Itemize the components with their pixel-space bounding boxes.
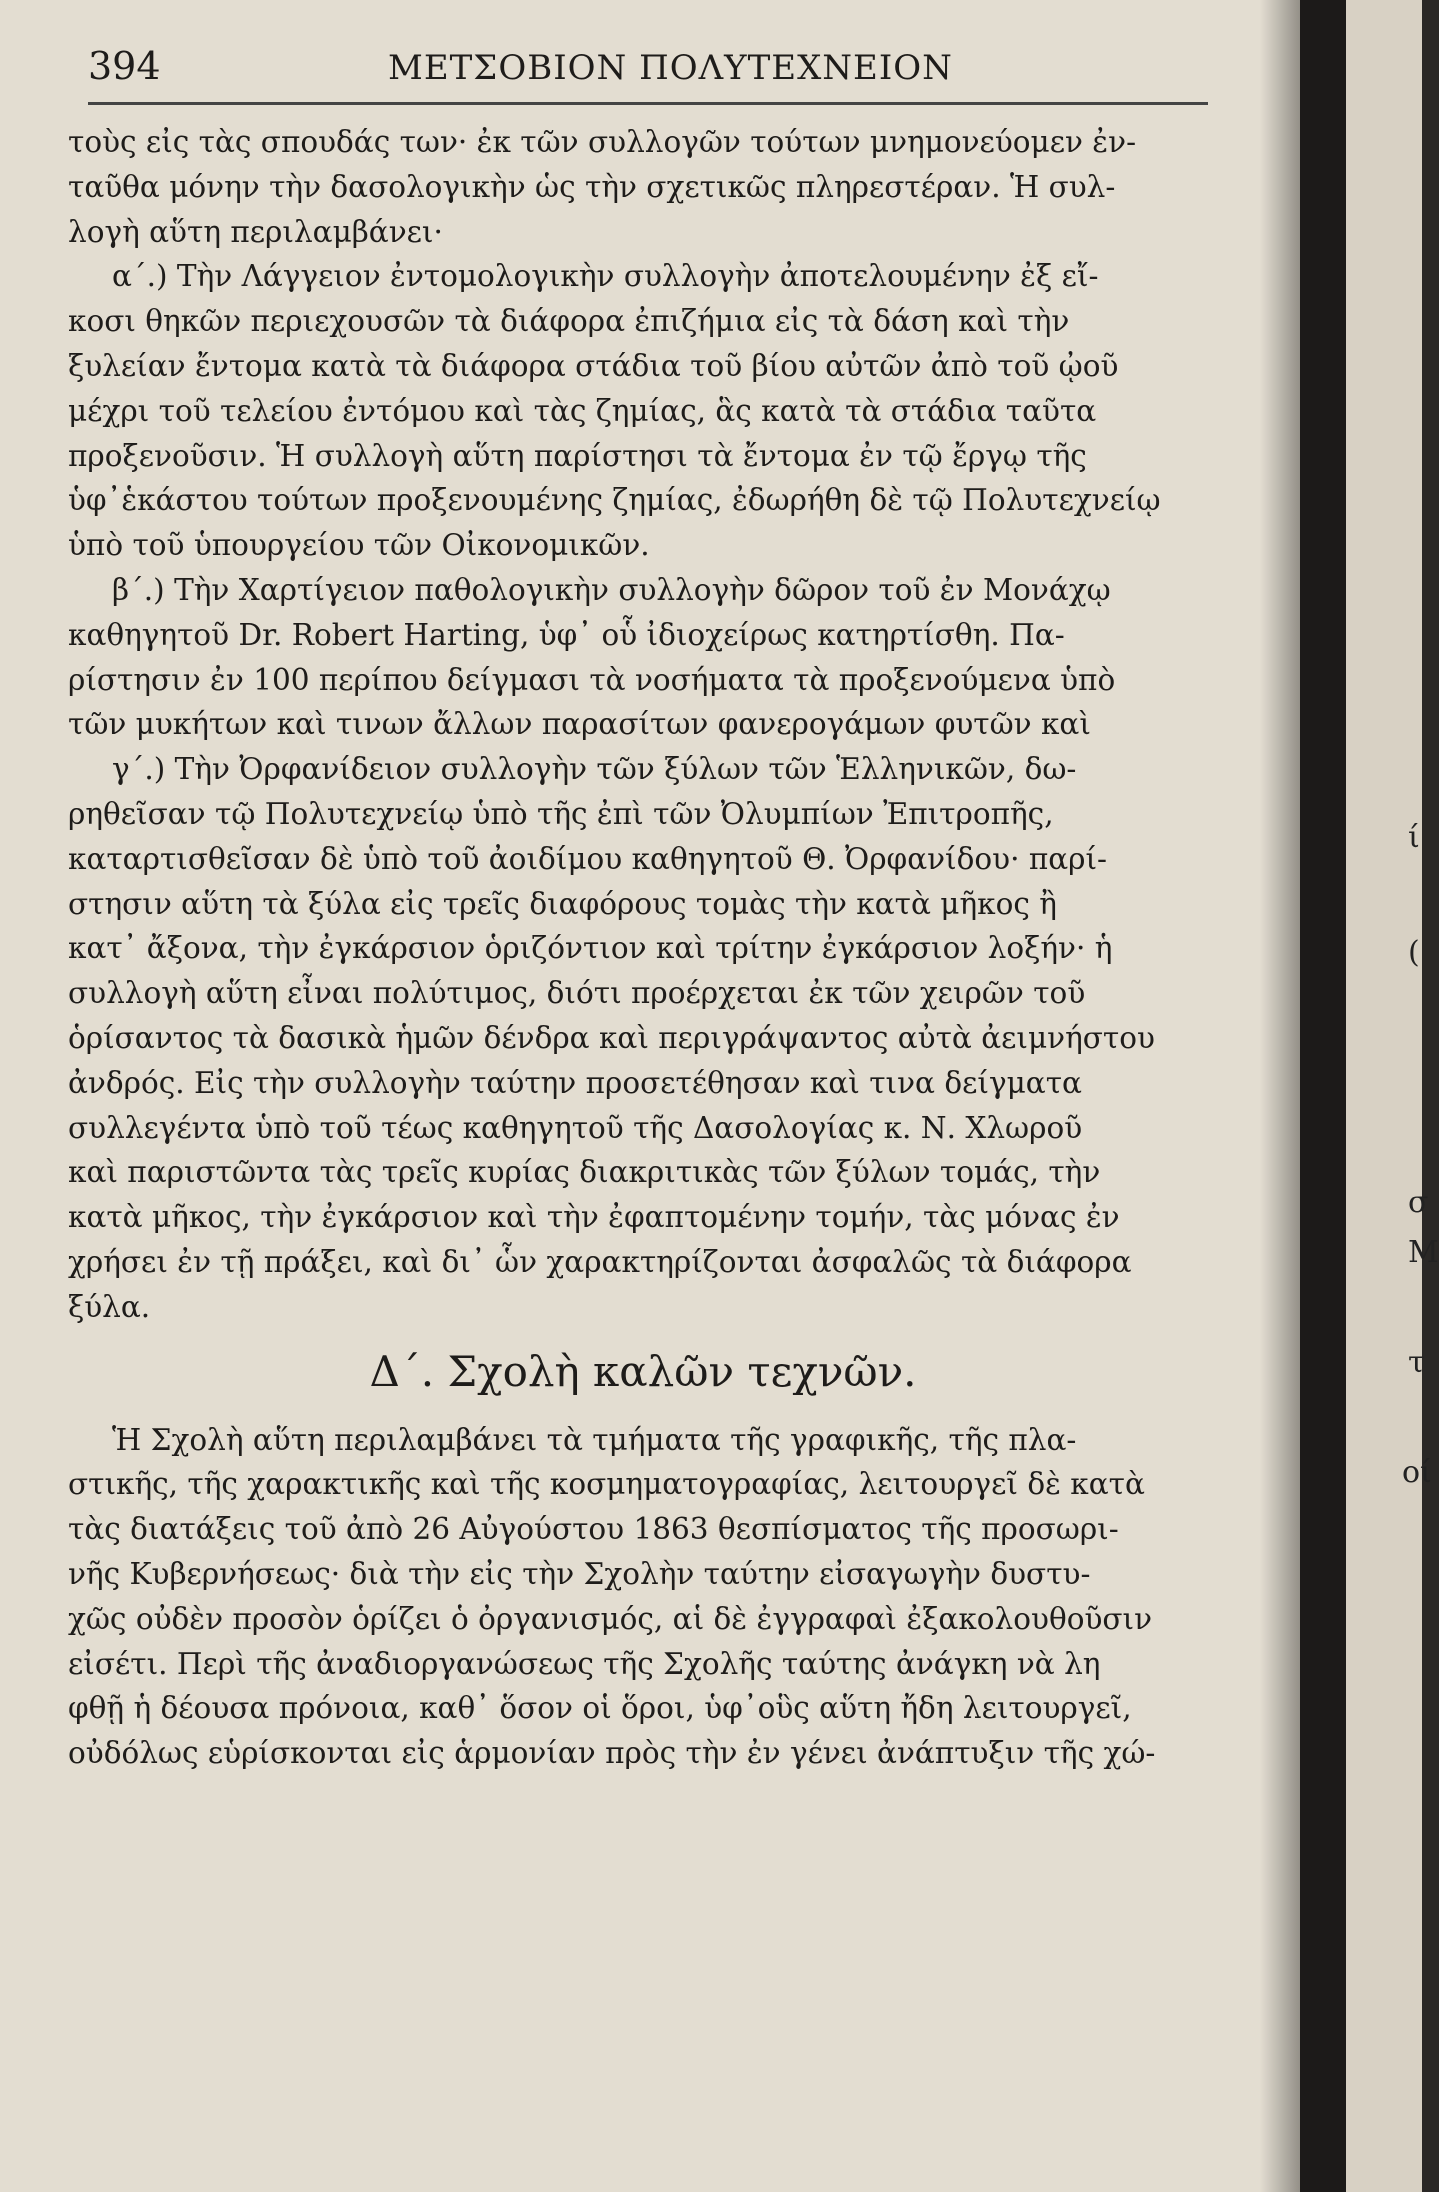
text-line: ξυλείαν ἔντομα κατὰ τὰ διάφορα στάδια τοῦ βίου αὐτῶν ἀπὸ τοῦ ᾠοῦ (68, 348, 1119, 383)
facing-page-fragment: ( (1408, 935, 1420, 970)
text-line: καὶ παριστῶντα τὰς τρεῖς κυρίας διακριτικὰς τῶν ξύλων τομάς, τὴν (68, 1155, 1101, 1190)
text-line: νῆς Κυβερνήσεως· διὰ τὴν εἰς τὴν Σχολὴν ταύτην εἰσαγωγὴν δυστυ- (68, 1556, 1091, 1591)
facing-page-edge (1346, 0, 1439, 2192)
text-line: β΄.) Τὴν Χαρτίγειον παθολογικὴν συλλογὴν δῶρον τοῦ ἐν Μονάχῳ (112, 572, 1111, 607)
facing-page-fragment: τ (1408, 1345, 1425, 1380)
text-line: στικῆς, τῆς χαρακτικῆς καὶ τῆς κοσμηματογραφίας, λειτουργεῖ δὲ κατὰ (68, 1467, 1145, 1502)
text-line: Ἡ Σχολὴ αὕτη περιλαμβάνει τὰ τμήματα τῆς γραφικῆς, τῆς πλα- (112, 1422, 1077, 1457)
page-number: 394 (88, 44, 161, 88)
paragraph-alpha (68, 254, 1218, 568)
book-gutter (1300, 0, 1439, 2192)
text-line: τοὺς εἰς τὰς σπουδάς των· ἐκ τῶν συλλογῶν τούτων μνημονεύομεν ἐν- (68, 125, 1137, 159)
paragraph-beta (68, 568, 1218, 747)
header-rule (88, 102, 1208, 105)
text-line: μέχρι τοῦ τελείου ἐντόμου καὶ τὰς ζημίας, ἃς κατὰ τὰ στάδια ταῦτα (68, 393, 1097, 428)
page-body (68, 120, 1218, 1776)
text-line: ἀνδρός. Εἰς τὴν συλλογὴν ταύτην προσετέθησαν καὶ τινα δείγματα (68, 1065, 1082, 1100)
facing-page-fragment: οί (1402, 1455, 1432, 1490)
text-line: εἰσέτι. Περὶ τῆς ἀναδιοργανώσεως τῆς Σχολῆς ταύτης ἀνάγκη νὰ λη (68, 1646, 1101, 1681)
text-line: κατὰ μῆκος, τὴν ἐγκάρσιον καὶ τὴν ἐφαπτομένην τομήν, τὰς μόνας ἐν (68, 1200, 1120, 1235)
running-title: ΜΕΤΣΟΒΙΟΝ ΠΟΛΥΤΕΧΝΕΙΟΝ (388, 48, 953, 88)
text-line: ταῦθα μόνην τὴν δασολογικὴν ὡς τὴν σχετικῶς πληρεστέραν. Ἡ συλ- (68, 169, 1116, 204)
text-line: καταρτισθεῖσαν δὲ ὑπὸ τοῦ ἀοιδίμου καθηγητοῦ Θ. Ὀρφανίδου· παρί- (68, 841, 1108, 876)
paragraph-intro (68, 120, 1218, 254)
text-line: προξενοῦσιν. Ἡ συλλογὴ αὕτη παρίστησι τὰ ἔντομα ἐν τῷ ἔργῳ τῆς (68, 438, 1087, 473)
text-line: λογὴ αὕτη περιλαμβάνει· (68, 214, 443, 249)
text-line: ὑπὸ τοῦ ὑπουργείου τῶν Οἰκονομικῶν. (68, 528, 650, 563)
text-line: κοσι θηκῶν περιεχουσῶν τὰ διάφορα ἐπιζήμια εἰς τὰ δάση καὶ τὴν (68, 304, 1070, 339)
text-line: τῶν μυκήτων καὶ τινων ἄλλων παρασίτων φανερογάμων φυτῶν καὶ (68, 707, 1091, 742)
text-line: συλλεγέντα ὑπὸ τοῦ τέως καθηγητοῦ τῆς Δασολογίας κ. Ν. Χλωροῦ (68, 1110, 1083, 1145)
text-line: ρίστησιν ἐν 100 περίπου δείγμασι τὰ νοσήματα τὰ προξενούμενα ὑπὸ (68, 662, 1116, 697)
text-line: φθῇ ἡ δέουσα πρόνοια, καθ᾽ ὅσον οἱ ὅροι, ὑφ᾽οὓς αὕτη ἤδη λειτουργεῖ, (68, 1691, 1132, 1726)
text-line: ξύλα. (68, 1289, 151, 1324)
text-line: γ΄.) Τὴν Ὀρφανίδειον συλλογὴν τῶν ξύλων τῶν Ἑλληνικῶν, δω- (112, 752, 1077, 787)
text-line: α΄.) Τὴν Λάγγειον ἐντομολογικὴν συλλογὴν ἀποτελουμένην ἐξ εἴ- (112, 259, 1099, 294)
paragraph-gamma (68, 747, 1218, 1329)
text-line: ὁρίσαντος τὰ δασικὰ ἡμῶν δένδρα καὶ περιγράψαντος αὐτὰ ἀειμνήστου (68, 1020, 1155, 1055)
text-line: χῶς οὐδὲν προσὸν ὁρίζει ὁ ὀργανισμός, αἱ δὲ ἐγγραφαὶ ἐξακολουθοῦσιν (68, 1601, 1153, 1636)
page-header (88, 34, 1208, 104)
section-heading: Δ΄. Σχολὴ καλῶν τεχνῶν. (369, 1346, 917, 1396)
paragraph-school (68, 1418, 1218, 1776)
text-line: τὰς διατάξεις τοῦ ἀπὸ 26 Αὐγούστου 1863 θεσπίσματος τῆς προσωρι- (68, 1512, 1119, 1547)
text-line: κατ᾽ ἄξονα, τὴν ἐγκάρσιον ὁριζόντιον καὶ τρίτην ἐγκάρσιον λοξήν· ἡ (68, 931, 1113, 966)
facing-page-fragment: ί (1408, 820, 1420, 855)
facing-page-fragment: σ (1408, 1185, 1429, 1220)
text-line: καθηγητοῦ Dr. Robert Harting, ὑφ᾽ οὗ ἰδιοχείρως κατηρτίσθη. Πα- (68, 617, 1065, 652)
text-line: ὑφ᾽ἑκάστου τούτων προξενουμένης ζημίας, ἐδωρήθη δὲ τῷ Πολυτεχνείῳ (68, 483, 1161, 518)
text-line: χρήσει ἐν τῇ πράξει, καὶ δι᾽ ὧν χαρακτηρίζονται ἀσφαλῶς τὰ διάφορα (68, 1244, 1132, 1279)
text-line: ρηθεῖσαν τῷ Πολυτεχνείῳ ὑπὸ τῆς ἐπὶ τῶν Ὀλυμπίων Ἐπιτροπῆς, (68, 796, 1054, 831)
text-line: συλλογὴ αὕτη εἶναι πολύτιμος, διότι προέρχεται ἐκ τῶν χειρῶν τοῦ (68, 976, 1086, 1011)
facing-page-fragment: Μ (1408, 1235, 1439, 1270)
text-line: στησιν αὕτη τὰ ξύλα εἰς τρεῖς διαφόρους τομὰς τὴν κατὰ μῆκος ἢ (68, 886, 1057, 921)
text-line: οὐδόλως εὑρίσκονται εἰς ἁρμονίαν πρὸς τὴν ἐν γένει ἀνάπτυξιν τῆς χώ- (68, 1736, 1156, 1771)
